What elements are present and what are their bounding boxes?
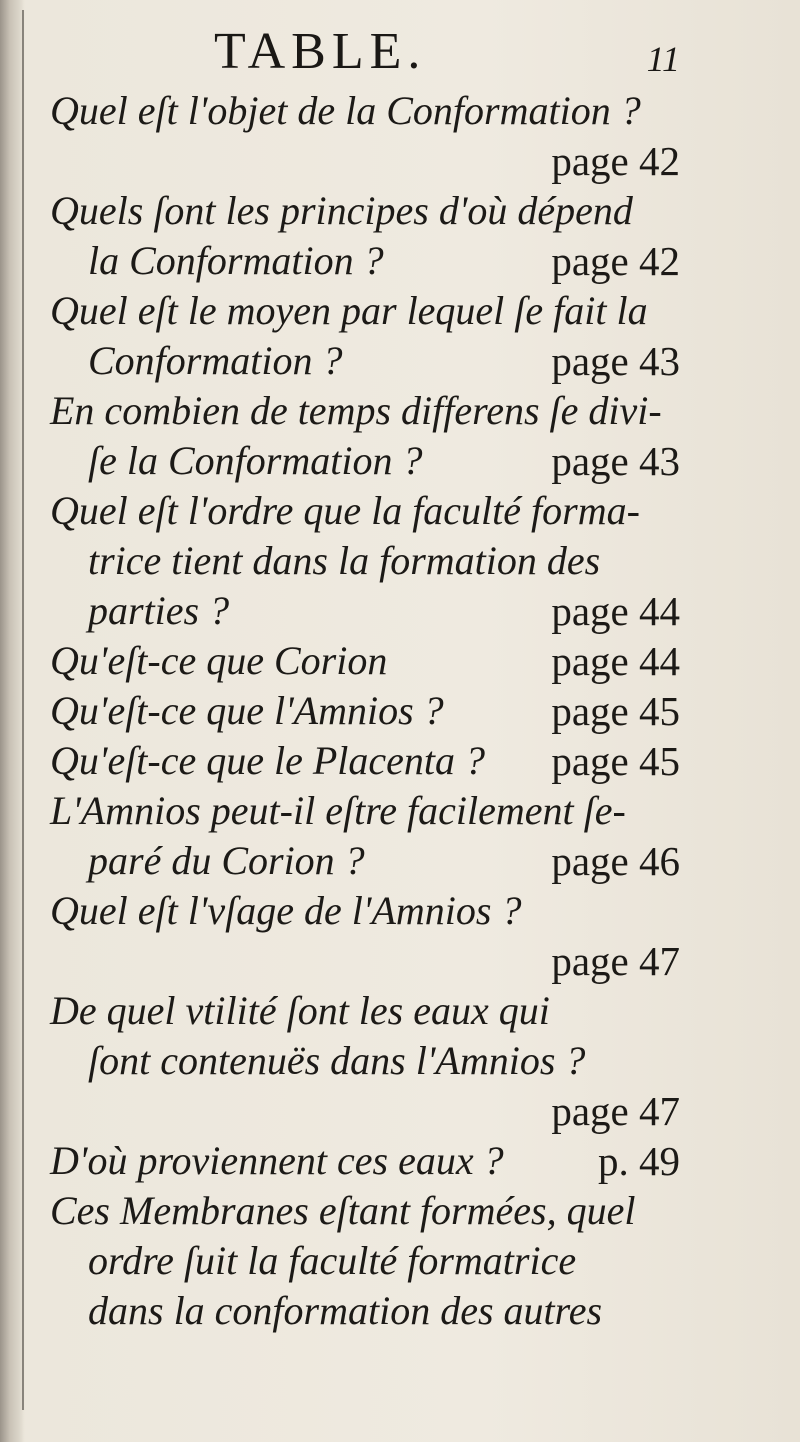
toc-line (50, 386, 686, 436)
toc-line (50, 836, 686, 886)
toc-entry-text: L'Amnios peut-il eſtre facilement ſe- (50, 788, 626, 833)
running-head (200, 22, 680, 82)
toc-page-ref: page 47 (551, 1088, 680, 1134)
toc-entry-text: Qu'eſt-ce que le Placenta ? (50, 738, 486, 783)
toc-entry-text: ſe la Conformation ? (88, 438, 423, 483)
toc-line (50, 86, 686, 136)
toc-page-ref: page 43 (551, 338, 680, 384)
toc-line (50, 1036, 686, 1086)
toc-page-ref: page 46 (551, 838, 680, 884)
toc-entry-text: Quel eſt l'objet de la Conformation ? (50, 88, 641, 133)
toc-line (50, 1236, 686, 1286)
toc-line (50, 586, 686, 636)
page-gutter (0, 0, 24, 1442)
toc-page-ref: page 42 (551, 138, 680, 184)
toc-entry-text: Quel eſt l'ordre que la faculté forma- (50, 488, 640, 533)
toc-line (50, 786, 686, 836)
toc-entry-text: Ces Membranes eſtant formées, quel (50, 1188, 636, 1233)
toc-line (50, 536, 686, 586)
toc-entry-text: En combien de temps differens ſe divi- (50, 388, 662, 433)
toc-entry-text: Conformation ? (88, 338, 343, 383)
toc-entry-text: dans la conformation des autres (88, 1288, 603, 1333)
toc-page-ref: page 45 (551, 738, 680, 784)
toc-entry-text: Quel eſt l'vſage de l'Amnios ? (50, 888, 522, 933)
toc-line (50, 1136, 686, 1186)
toc-page-ref: page 44 (551, 588, 680, 634)
toc-entry-text: la Conformation ? (88, 238, 384, 283)
page-number: 11 (646, 39, 680, 79)
toc-entry-text: trice tient dans la formation des (88, 538, 601, 583)
toc-page-ref: page 45 (551, 688, 680, 734)
toc-page-ref: page 47 (551, 938, 680, 984)
toc-line (50, 686, 686, 736)
toc-page-ref: page 42 (551, 238, 680, 284)
toc-entry-text: Quels ſont les principes d'où dépend (50, 188, 633, 233)
toc-page-ref: p. 49 (598, 1138, 680, 1184)
gutter-edge (22, 10, 24, 1410)
toc-page-ref: page 43 (551, 438, 680, 484)
toc-line (50, 486, 686, 536)
toc-line (50, 436, 686, 486)
toc-line (50, 936, 686, 986)
toc-entry-text: paré du Corion ? (88, 838, 365, 883)
toc-line (50, 286, 686, 336)
toc-page-ref: page 44 (551, 638, 680, 684)
toc-line (50, 736, 686, 786)
toc-entry-text: Qu'eſt-ce que Corion (50, 638, 388, 683)
toc-line (50, 1286, 686, 1336)
toc-entry-text: ſont contenuës dans l'Amnios ? (88, 1038, 586, 1083)
toc-line (50, 186, 686, 236)
table-of-contents (50, 86, 686, 1336)
toc-line (50, 886, 686, 936)
toc-entry-text: De quel vtilité ſont les eaux qui (50, 988, 550, 1033)
toc-entry-text: ordre ſuit la faculté formatrice (88, 1238, 577, 1283)
toc-line (50, 636, 686, 686)
toc-line (50, 136, 686, 186)
toc-line (50, 236, 686, 286)
toc-line (50, 986, 686, 1036)
toc-entry-text: D'où proviennent ces eaux ? (50, 1138, 504, 1183)
toc-entry-text: parties ? (88, 588, 230, 633)
toc-line (50, 1086, 686, 1136)
toc-line (50, 336, 686, 386)
page-title: TABLE. (214, 23, 427, 80)
toc-line (50, 1186, 686, 1236)
toc-entry-text: Qu'eſt-ce que l'Amnios ? (50, 688, 444, 733)
toc-entry-text: Quel eſt le moyen par lequel ſe fait la (50, 288, 648, 333)
